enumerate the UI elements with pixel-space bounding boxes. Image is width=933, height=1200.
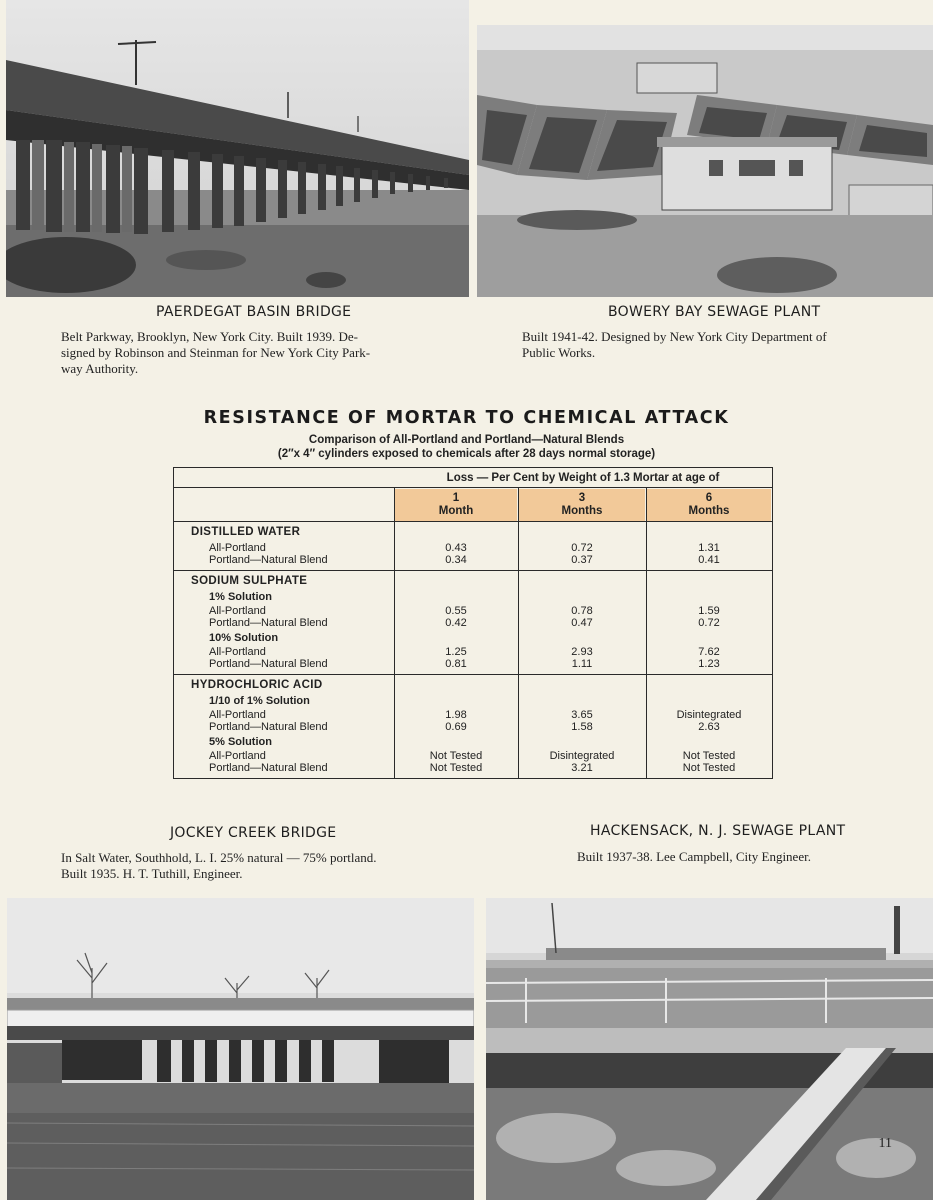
table-divider (174, 487, 772, 488)
value-cell: 1.59 (698, 605, 720, 617)
value-cell: 3.21 (571, 762, 593, 774)
row-label: All-Portland (209, 542, 266, 554)
row-label: Portland—Natural Blend (209, 617, 328, 629)
subsection-title: 5% Solution (209, 736, 272, 748)
row-label: All-Portland (209, 709, 266, 721)
page-number: 11 (878, 1136, 892, 1151)
caption-line: Built 1941-42. Designed by New York City Department of (522, 329, 827, 344)
value-cell: Disintegrated (676, 709, 742, 721)
table-column-divider (518, 488, 519, 778)
subsection-title: 10% Solution (209, 632, 279, 644)
value-cell: 1.11 (571, 658, 593, 670)
caption-line: Built 1935. H. T. Tuthill, Engineer. (61, 866, 243, 881)
value-cell: Not Tested (429, 750, 483, 762)
hackensack-plant-photo (486, 898, 933, 1200)
row-label: All-Portland (209, 750, 266, 762)
caption-line: Belt Parkway, Brooklyn, New York City. Built 1939. De- (61, 329, 358, 344)
value-cell: 0.34 (445, 554, 467, 566)
row-label: Portland—Natural Blend (209, 762, 328, 774)
value-cell: 1.58 (571, 721, 593, 733)
row-label: All-Portland (209, 605, 266, 617)
caption-line: In Salt Water, Southhold, L. I. 25% natural — 75% portland. (61, 850, 377, 865)
table-column-divider (646, 488, 647, 778)
value-cell: 0.47 (571, 617, 593, 629)
table-header-text: Loss — Per Cent by Weight of 1.3 Mortar at age of (446, 472, 720, 484)
hackensack-caption-body (577, 849, 877, 865)
hackensack-caption-title: HACKENSACK, N. J. SEWAGE PLANT (590, 823, 846, 839)
value-cell: 0.69 (445, 721, 467, 733)
value-cell: 0.81 (445, 658, 467, 670)
column-unit: Month (438, 504, 474, 517)
jockey-caption-title: JOCKEY CREEK BRIDGE (170, 825, 337, 841)
jockey-creek-bridge-photo (7, 898, 474, 1200)
bowery-caption-title: BOWERY BAY SEWAGE PLANT (608, 304, 821, 320)
value-cell: Not Tested (682, 750, 736, 762)
column-header-3-months (519, 489, 645, 521)
caption-line: Public Works. (522, 345, 596, 360)
value-cell: 0.43 (445, 542, 467, 554)
section-title-sodium-sulphate: SODIUM SULPHATE (191, 575, 308, 587)
bowery-bay-plant-photo (477, 25, 933, 297)
value-cell: 3.65 (571, 709, 593, 721)
caption-line: Built 1937-38. Lee Campbell, City Engineer. (577, 849, 811, 864)
value-cell: 0.78 (571, 605, 593, 617)
value-cell: 0.41 (698, 554, 720, 566)
table-divider (174, 674, 772, 675)
column-unit: Months (561, 504, 603, 517)
table-title: RESISTANCE OF MORTAR TO CHEMICAL ATTACK (203, 408, 730, 428)
table-subtitle: Comparison of All-Portland and Portland—Natural Blends (308, 434, 625, 446)
value-cell: 0.72 (698, 617, 720, 629)
column-number: 6 (705, 492, 713, 504)
value-cell: 1.98 (445, 709, 467, 721)
column-header-1-month (395, 489, 517, 521)
bowery-caption-body (522, 329, 892, 361)
value-cell: 1.23 (698, 658, 720, 670)
table-column-divider (394, 488, 395, 778)
paerdegat-caption-title: PAERDEGAT BASIN BRIDGE (156, 304, 352, 320)
value-cell: 1.25 (445, 646, 467, 658)
table-subtitle-note: (2″x 4″ cylinders exposed to chemicals after 28 days normal storage) (277, 448, 656, 460)
row-label: Portland—Natural Blend (209, 554, 328, 566)
value-cell: 1.31 (698, 542, 720, 554)
column-unit: Months (688, 504, 730, 517)
value-cell: 0.42 (445, 617, 467, 629)
table-divider (174, 570, 772, 571)
column-header-6-months (647, 489, 771, 521)
value-cell: Disintegrated (549, 750, 615, 762)
jockey-caption-body (61, 850, 441, 882)
value-cell: 2.63 (698, 721, 720, 733)
value-cell: 7.62 (698, 646, 720, 658)
value-cell: Not Tested (682, 762, 736, 774)
section-title-hydrochloric-acid: HYDROCHLORIC ACID (191, 679, 323, 691)
chemical-attack-table (173, 467, 773, 779)
section-title-distilled-water: DISTILLED WATER (191, 526, 301, 538)
row-label: Portland—Natural Blend (209, 658, 328, 670)
caption-line: signed by Robinson and Steinman for New York City Park- (61, 345, 371, 360)
row-label: Portland—Natural Blend (209, 721, 328, 733)
subsection-title: 1/10 of 1% Solution (209, 695, 310, 707)
row-label: All-Portland (209, 646, 266, 658)
value-cell: Not Tested (429, 762, 483, 774)
value-cell: 2.93 (571, 646, 593, 658)
paerdegat-bridge-photo (6, 0, 469, 297)
value-cell: 0.37 (571, 554, 593, 566)
value-cell: 0.55 (445, 605, 467, 617)
table-divider (174, 521, 772, 522)
column-number: 3 (578, 492, 586, 504)
column-number: 1 (452, 492, 460, 504)
table-column-group-header (394, 468, 772, 488)
caption-line: way Authority. (61, 361, 139, 376)
subsection-title: 1% Solution (209, 591, 272, 603)
value-cell: 0.72 (571, 542, 593, 554)
paerdegat-caption-body (61, 329, 406, 377)
